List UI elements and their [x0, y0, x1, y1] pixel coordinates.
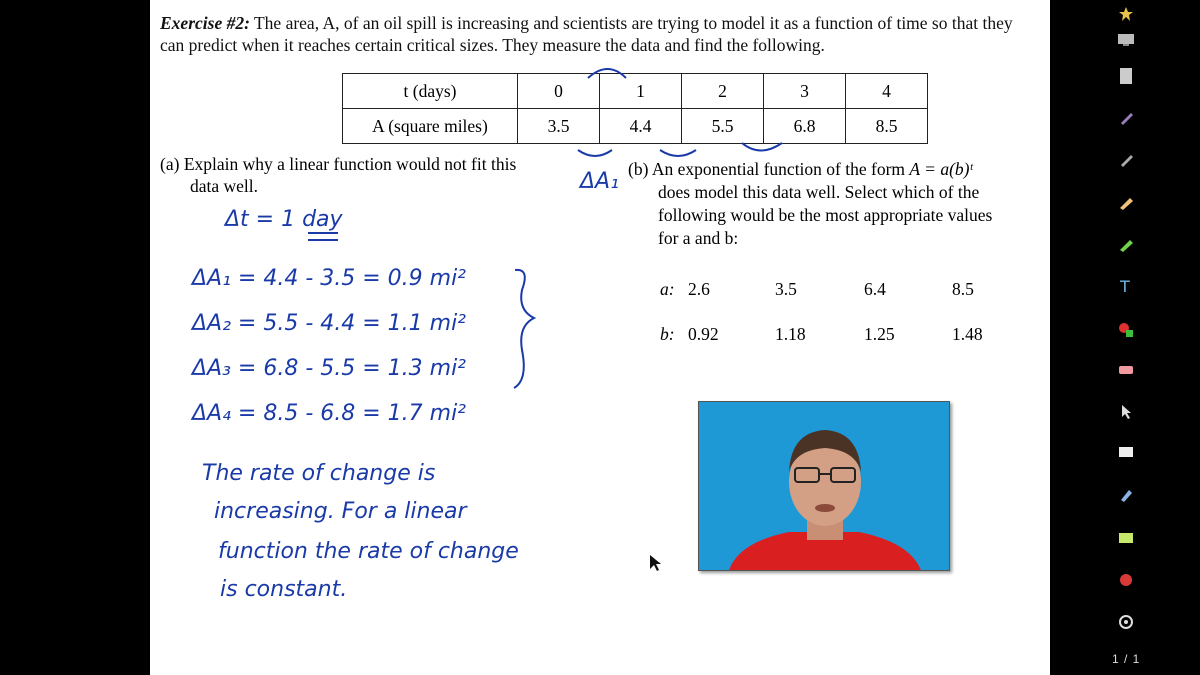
mouse-cursor-icon [650, 555, 661, 571]
worksheet-page [150, 0, 1050, 675]
part-a-text2: data well. [190, 176, 259, 196]
page-icon[interactable] [1112, 66, 1140, 86]
arc-arrow [578, 150, 612, 156]
svg-text:T: T [1120, 277, 1130, 295]
page-indicator: 1 / 1 [1112, 652, 1141, 666]
a-choice: 3.5 [775, 279, 797, 299]
table-cell: 5.5 [682, 109, 764, 144]
table-cell: 0 [518, 74, 600, 109]
cursor-icon[interactable] [1112, 402, 1140, 422]
text-icon[interactable] [1112, 276, 1140, 296]
settings-icon[interactable] [1112, 612, 1140, 632]
hammer-icon[interactable] [1112, 484, 1140, 504]
arc-arrow [742, 143, 782, 151]
highlighter-icon[interactable] [1112, 108, 1140, 128]
note-line-2: increasing. For a linear [214, 499, 467, 524]
arc-arrow [660, 150, 696, 156]
delta-line-4: ΔA₄ = 8.5 - 6.8 = 1.7 mi² [192, 401, 467, 426]
table-cell: 8.5 [846, 109, 928, 144]
a-label: a: [660, 279, 675, 299]
b-choice: 1.25 [864, 324, 895, 344]
delta-t-note: Δt = 1 day [225, 207, 343, 232]
table-cell: 6.8 [764, 109, 846, 144]
presenter-image [699, 402, 949, 570]
rectangle-icon[interactable] [1112, 442, 1140, 462]
part-b-label: (b) [628, 159, 649, 179]
marker-icon[interactable] [1112, 192, 1140, 212]
annotation-toolbar [1106, 0, 1146, 675]
part-b-formula: A = a(b)ᵗ [909, 159, 973, 179]
table-header-a: A (square miles) [343, 109, 518, 144]
note-line-1: The rate of change is [202, 461, 436, 486]
screen-icon[interactable] [1112, 30, 1140, 50]
b-choice: 0.92 [688, 324, 719, 344]
b-choice: 1.18 [775, 324, 806, 344]
arc-arrow [588, 69, 626, 78]
eraser-icon[interactable] [1112, 360, 1140, 380]
part-b-text3: following would be the most appropriate values [658, 205, 993, 225]
b-choice: 1.48 [952, 324, 983, 344]
table-cell: 4.4 [600, 109, 682, 144]
delta-a-marker: ΔA₁ [580, 169, 619, 194]
table-cell: 3.5 [518, 109, 600, 144]
table-cell: 1 [600, 74, 682, 109]
marker-green-icon[interactable] [1112, 234, 1140, 254]
exercise-text: The area, A, of an oil spill is increasing and scientists are trying to model it as a function of time so that they can predict when it reaches certain critical sizes. They measure the data and find the following. [160, 13, 1013, 55]
record-icon[interactable] [1112, 570, 1140, 590]
part-a-text1: Explain why a linear function would not fit this [183, 154, 517, 174]
part-b-text1: An exponential function of the form [651, 159, 906, 179]
webcam-video [698, 401, 950, 571]
star-icon[interactable] [1112, 4, 1140, 24]
pencil-icon[interactable] [1112, 150, 1140, 170]
note-line-3: function the rate of change [218, 539, 519, 564]
table-header-t: t (days) [343, 74, 518, 109]
a-choice: 8.5 [952, 279, 974, 299]
note-line-4: is constant. [220, 577, 348, 602]
delta-line-3: ΔA₃ = 6.8 - 5.5 = 1.3 mi² [192, 356, 467, 381]
delta-line-2: ΔA₂ = 5.5 - 4.4 = 1.1 mi² [192, 311, 467, 336]
curly-brace [514, 270, 534, 388]
delta-line-1: ΔA₁ = 4.4 - 3.5 = 0.9 mi² [192, 266, 467, 291]
handwriting-layer [150, 0, 1050, 675]
exercise-label: Exercise #2: [160, 13, 250, 33]
part-a-label: (a) [160, 154, 180, 174]
table-cell: 2 [682, 74, 764, 109]
b-label: b: [660, 324, 675, 344]
part-b-text4: for a and b: [658, 228, 739, 248]
table-cell: 4 [846, 74, 928, 109]
a-choice: 6.4 [864, 279, 886, 299]
table-cell: 3 [764, 74, 846, 109]
fill-icon[interactable] [1112, 528, 1140, 548]
a-choice: 2.6 [688, 279, 710, 299]
shapes-icon[interactable] [1112, 320, 1140, 340]
part-b-text2: does model this data well. Select which of the [658, 182, 980, 202]
